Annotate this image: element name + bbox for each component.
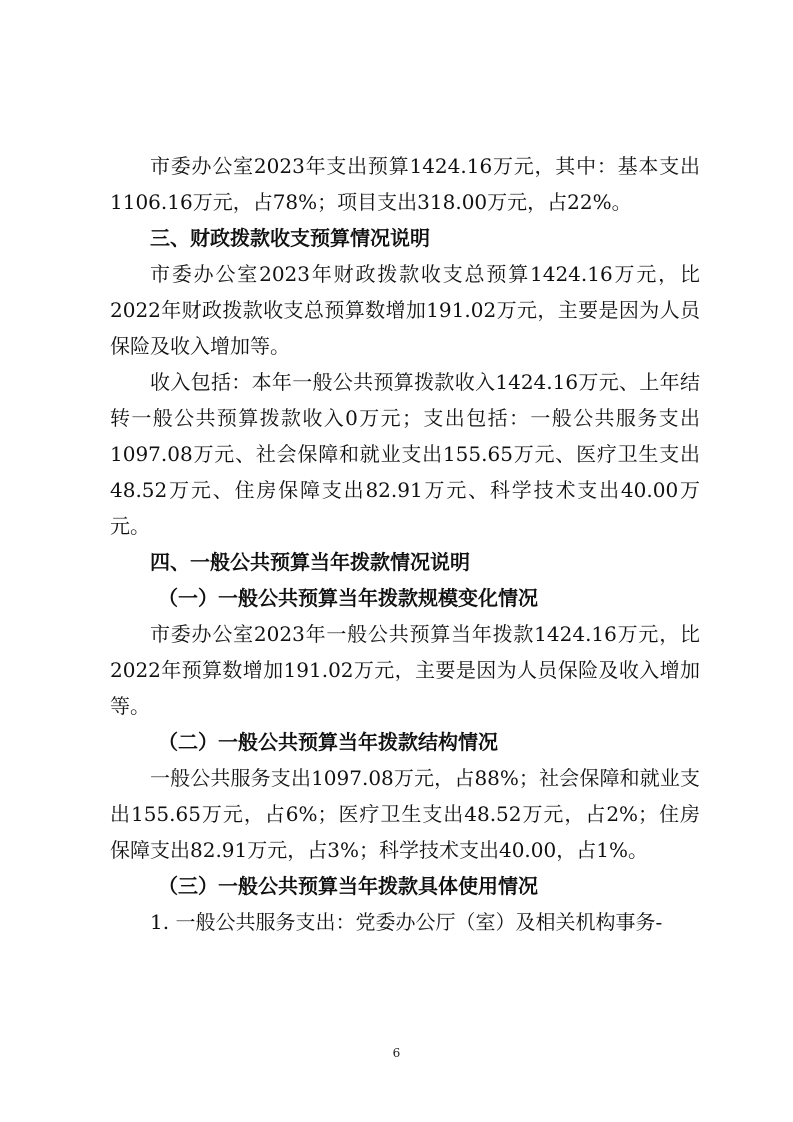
subheading-structure: （二）一般公共预算当年拨款结构情况 xyxy=(158,730,498,754)
page-number: 6 xyxy=(392,1046,401,1060)
budget-summary-paragraph: 市委办公室2023年支出预算1424.16万元，其中：基本支出1106.16万元，占78%；项目支出318.00万元，占22%。 xyxy=(110,154,700,214)
subheading-specific-use: （三）一般公共预算当年拨款具体使用情况 xyxy=(158,874,538,898)
section-heading-fiscal-appropriation: 三、财政拨款收支预算情况说明 xyxy=(150,226,430,250)
subheading-scale-change: （一）一般公共预算当年拨款规模变化情况 xyxy=(158,586,538,610)
section-heading-general-budget: 四、一般公共预算当年拨款情况说明 xyxy=(150,550,470,574)
document-body xyxy=(110,148,700,940)
specific-use-paragraph: 1. 一般公共服务支出：党委办公厅（室）及相关机构事务- xyxy=(150,910,663,934)
scale-change-paragraph: 市委办公室2023年一般公共预算当年拨款1424.16万元，比2022年预算数增加191.02万元，主要是因为人员保险及收入增加等。 xyxy=(110,622,700,718)
income-expenditure-breakdown-paragraph: 收入包括：本年一般公共预算拨款收入1424.16万元、上年结转一般公共预算拨款收入0万元；支出包括：一般公共服务支出1097.08万元、社会保障和就业支出155.65万元、医疗卫生支出48.52万元、住房保障支出82.91万元、科学技术支出40.00万元。 xyxy=(110,370,700,538)
structure-paragraph: 一般公共服务支出1097.08万元，占88%；社会保障和就业支出155.65万元，占6%；医疗卫生支出48.52万元，占2%；住房保障支出82.91万元，占3%；科学技术支出40.00，占1%。 xyxy=(110,766,700,862)
fiscal-appropriation-total-paragraph: 市委办公室2023年财政拨款收支总预算1424.16万元，比2022年财政拨款收支总预算数增加191.02万元，主要是因为人员保险及收入增加等。 xyxy=(110,262,700,358)
